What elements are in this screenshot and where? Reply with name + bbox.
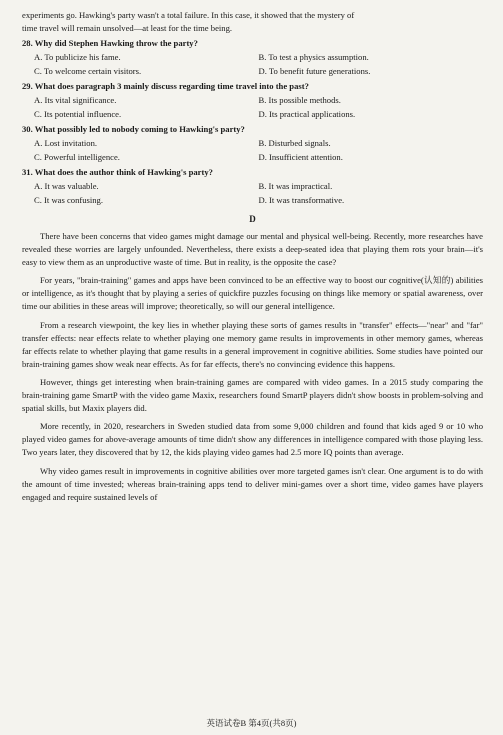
passage-paragraph-4: However, things get interesting when brain-training games are compared with video games. In a 2015 study comparing the brain-training game SmartP with the video game Maxix, researchers found SmartP players didn't show boosts in problem-solving and spatial skills, but Maxix players did.	[22, 376, 483, 414]
intro-line-2: time travel will remain unsolved—at least for the time being.	[22, 23, 233, 33]
question-31	[22, 167, 483, 206]
option-c: C. To welcome certain visitors.	[34, 66, 142, 76]
question-stem: 30. What possibly led to nobody coming to Hawking's party?	[22, 124, 245, 134]
option-c: C. Its potential influence.	[34, 109, 122, 119]
question-options	[34, 95, 483, 120]
option-d: D. It was transformative.	[258, 195, 345, 205]
option-a: A. To publicize his fame.	[34, 52, 121, 62]
option-a: A. Lost invitation.	[34, 138, 98, 148]
question-28	[22, 38, 483, 77]
option-c: C. It was confusing.	[34, 195, 103, 205]
option-b: B. To test a physics assumption.	[258, 52, 369, 62]
option-b: B. It was impractical.	[258, 181, 333, 191]
question-29	[22, 81, 483, 120]
option-d: D. To benefit future generations.	[258, 66, 371, 76]
option-d: D. Insufficient attention.	[258, 152, 343, 162]
option-a: A. Its vital significance.	[34, 95, 117, 105]
question-stem: 31. What does the author think of Hawking's party?	[22, 167, 213, 177]
option-b: B. Its possible methods.	[258, 95, 341, 105]
question-stem: 29. What does paragraph 3 mainly discuss regarding time travel into the past?	[22, 81, 309, 91]
passage-paragraph-6: Why video games result in improvements in cognitive abilities over more targeted games isn't clear. One argument is to do with the amount of time invested; whereas brain-training apps tend to deliver mini-games over a short time, video games have players engaged and require sustained levels of	[22, 465, 483, 502]
option-d: D. Its practical applications.	[258, 109, 356, 119]
intro-line-1: experiments go. Hawking's party wasn't a total failure. In this case, it showed that the mystery of	[22, 10, 355, 20]
question-options	[34, 52, 483, 77]
passage-paragraph-5: More recently, in 2020, researchers in Sweden studied data from some 9,000 children and found that kids aged 9 or 10 who played video games for above-average amounts of time didn't show any differences in intelligence compared with those playing less. Two years later, they discovered that by 12, the kids playing video games had 2.5 more IQ points than average.	[22, 421, 483, 458]
option-a: A. It was valuable.	[34, 181, 99, 191]
passage-paragraph-1: There have been concerns that video games might damage our mental and physical well-being. Recently, more researches have revealed these worries are largely unfounded. Nevertheless, there exists a deep-seated idea that playing them rots your brain—it's easy to view them as an unproductive waste of time. But in reality, is the opposite the case?	[22, 231, 483, 268]
option-b: B. Disturbed signals.	[258, 138, 331, 148]
passage-paragraph-2: For years, "brain-training" games and apps have been convinced to be an effective way to boost our cognitive(认知的) abilities or intelligence, as it's thought that by playing a series of quickfire puzzles focusing on things like memory or spatial awareness, over time our abilities in these areas will improve; theoretically, so will our general intelligence.	[22, 275, 483, 312]
question-stem: 28. Why did Stephen Hawking throw the party?	[22, 38, 198, 48]
passage-paragraph-3: From a research viewpoint, the key lies in whether playing these sorts of games results in "transfer" effects—"near" and "far" transfer effects: near effects relate to whether playing one memory game results in improvements in other memory games, whereas far effects relate to whether playing that game results in a general improvement in cognitive abilities. Some studies have pointed our brain-training games show weak near effects. As for far effects, there's no convincing evidence this happens.	[22, 319, 483, 369]
page-footer: 英语试卷B 第4页(共8页)	[206, 718, 297, 728]
question-options	[34, 181, 483, 206]
section-heading: D	[249, 214, 256, 224]
option-c: C. Powerful intelligence.	[34, 152, 120, 162]
question-options	[34, 138, 483, 163]
question-30	[22, 124, 483, 163]
